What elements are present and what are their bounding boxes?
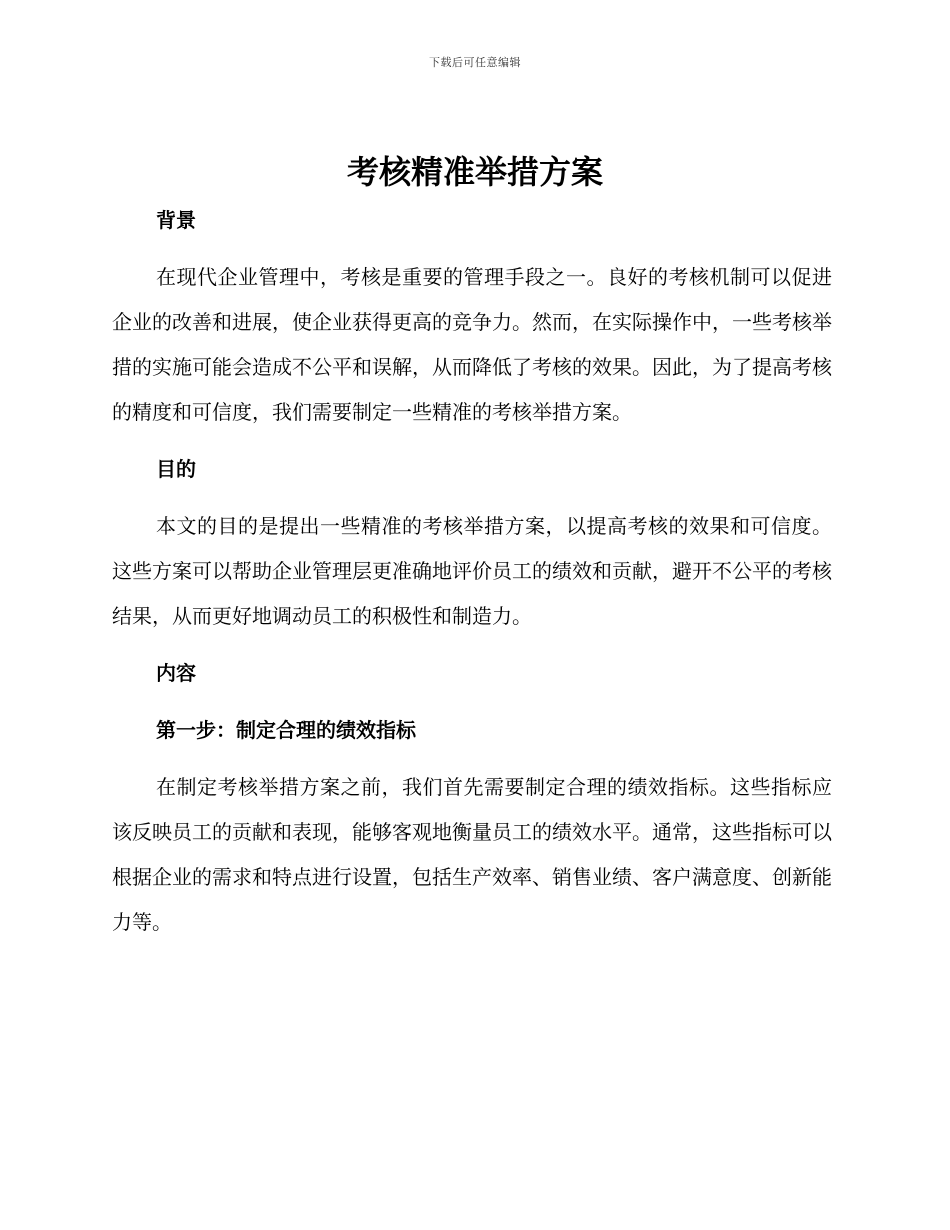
- header-note: 下载后可任意编辑: [429, 56, 521, 69]
- section-paragraph-purpose: 本文的目的是提出一些精准的考核举措方案，以提高考核的效果和可信度。这些方案可以帮助企业管理层更准确地评价员工的绩效和贡献，避开不公平的考核结果，从而更好地调动员工的积极性和制造力。: [112, 514, 832, 628]
- section-paragraph-background: 在现代企业管理中，考核是重要的管理手段之一。良好的考核机制可以促进企业的改善和进展，使企业获得更高的竞争力。然而，在实际操作中，一些考核举措的实施可能会造成不公平和误解，从而降低了考核的效果。因此，为了提高考核的精度和可信度，我们需要制定一些精准的考核举措方案。: [112, 265, 832, 424]
- document-body: [112, 198, 832, 957]
- step-one-heading: 第一步：制定合理的绩效指标: [156, 718, 416, 742]
- section-heading-background: 背景: [156, 208, 196, 232]
- section-heading-content: 内容: [156, 661, 196, 685]
- page-title: 考核精准举措方案: [346, 153, 603, 191]
- step-one-paragraph: 在制定考核举措方案之前，我们首先需要制定合理的绩效指标。这些指标应该反映员工的贡献和表现，能够客观地衡量员工的绩效水平。通常，这些指标可以根据企业的需求和特点进行设置，包括生产效率、销售业绩、客户满意度、创新能力等。: [112, 775, 832, 934]
- section-heading-purpose: 目的: [156, 457, 196, 481]
